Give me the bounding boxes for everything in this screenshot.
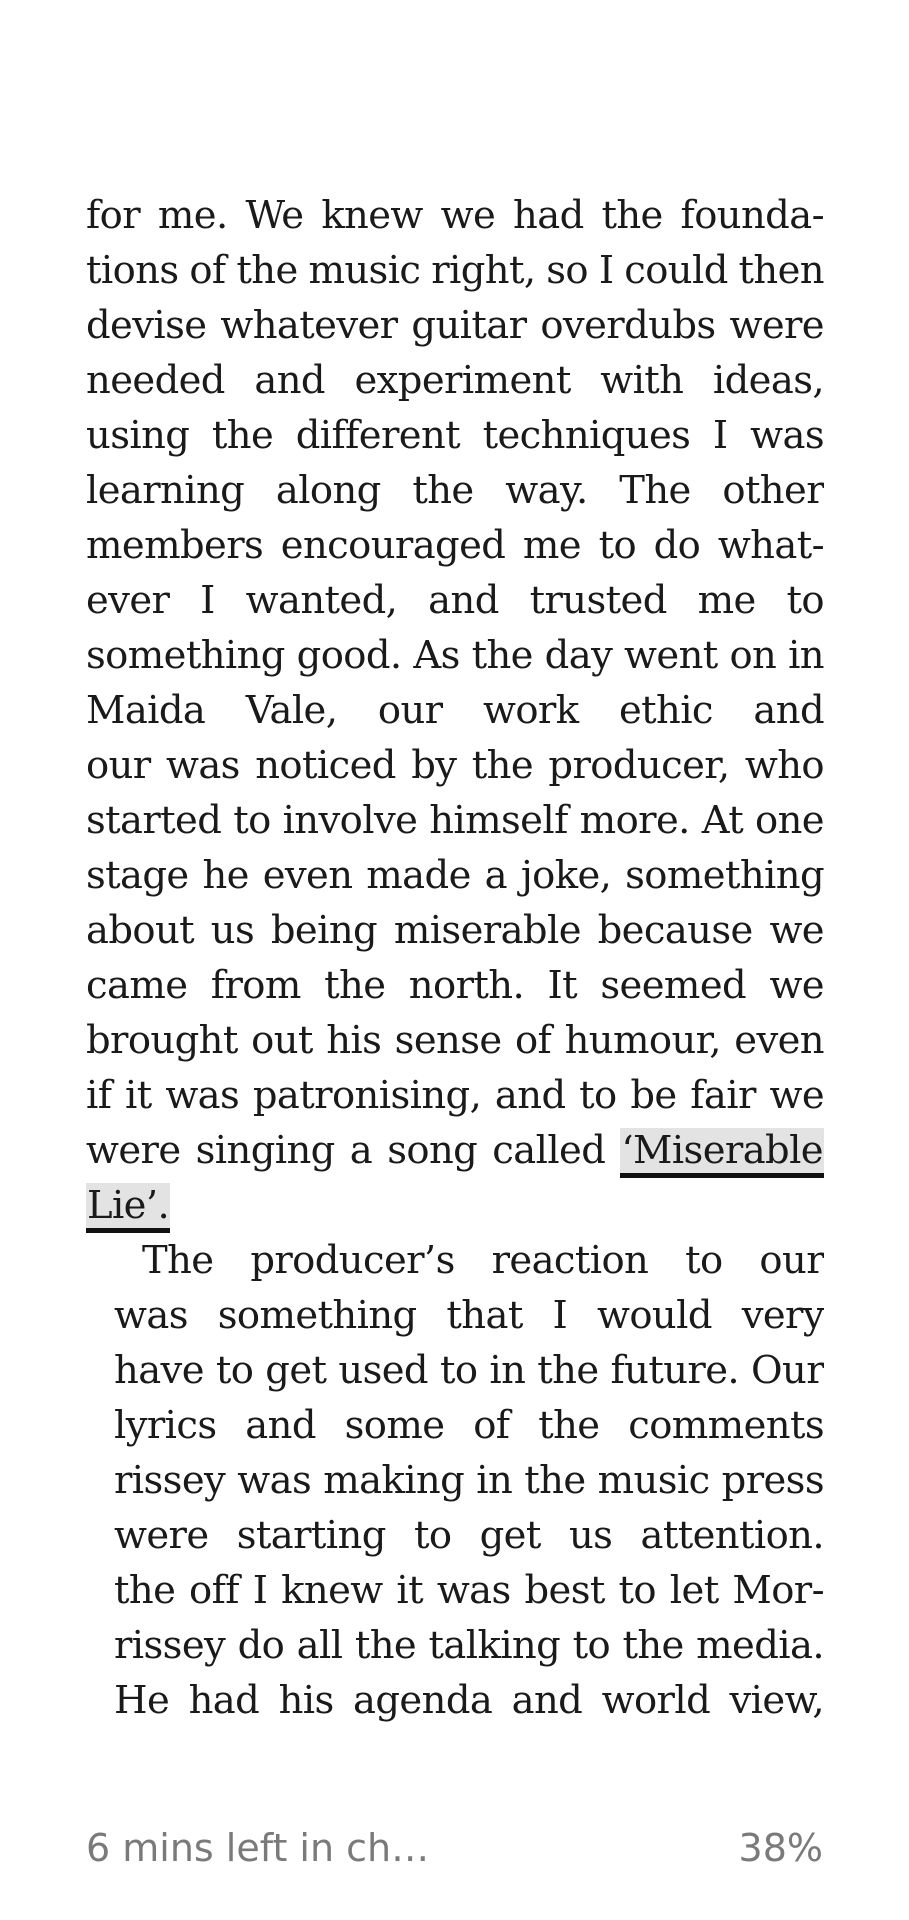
- text-fragment: were singing a song called: [86, 1128, 621, 1173]
- reading-progress-footer: [86, 1818, 823, 1878]
- text-line: [86, 1123, 824, 1178]
- text-line: the off I knew it was best to let Mor-: [114, 1568, 824, 1613]
- text-line: lyrics and some of the comments: [114, 1403, 824, 1448]
- text-line: needed and experiment with ideas,: [86, 358, 824, 403]
- text-line: something good. As the day went on in: [86, 633, 824, 678]
- text-line: about us being miserable because we: [86, 908, 824, 953]
- paragraph-1: [86, 188, 824, 1233]
- text-line: members encouraged me to do what-: [86, 523, 824, 568]
- text-line: have to get used to in the future. Our: [114, 1348, 824, 1393]
- text-line: rissey do all the talking to the media.: [114, 1623, 824, 1668]
- text-line: our was noticed by the producer, who: [86, 743, 824, 788]
- text-line: ever I wanted, and trusted me to: [86, 578, 824, 623]
- progress-percent: 38%: [738, 1826, 823, 1870]
- paragraph-2: [86, 1233, 824, 1728]
- text-line: Maida Vale, our work ethic and: [86, 688, 824, 733]
- text-line: if it was patronising, and to be fair we: [86, 1073, 824, 1118]
- text-line: for me. We knew we had the founda-: [86, 193, 824, 238]
- book-text[interactable]: [86, 188, 824, 1728]
- text-line: using the different techniques I was: [86, 413, 824, 458]
- text-line: The producer’s reaction to our: [142, 1238, 824, 1283]
- highlighted-text[interactable]: Lie’.: [86, 1183, 170, 1233]
- text-line: learning along the way. The other: [86, 468, 824, 513]
- text-line: brought out his sense of humour, even: [86, 1018, 824, 1063]
- text-line: was something that I would very: [114, 1293, 824, 1338]
- text-line: rissey was making in the music press: [114, 1458, 824, 1503]
- text-line: stage he even made a joke, something: [86, 853, 824, 898]
- text-line: [86, 1178, 824, 1233]
- text-line: were starting to get us attention.: [114, 1513, 824, 1558]
- text-line: started to involve himself more. At one: [86, 798, 824, 843]
- time-left-label[interactable]: 6 mins left in ch…: [86, 1826, 430, 1870]
- highlighted-text[interactable]: ‘Miserable: [620, 1128, 824, 1178]
- text-line: devise whatever guitar overdubs were: [86, 303, 824, 348]
- text-line: came from the north. It seemed we: [86, 963, 824, 1008]
- text-line: tions of the music right, so I could then: [86, 248, 824, 293]
- text-line: He had his agenda and world view,: [114, 1678, 824, 1723]
